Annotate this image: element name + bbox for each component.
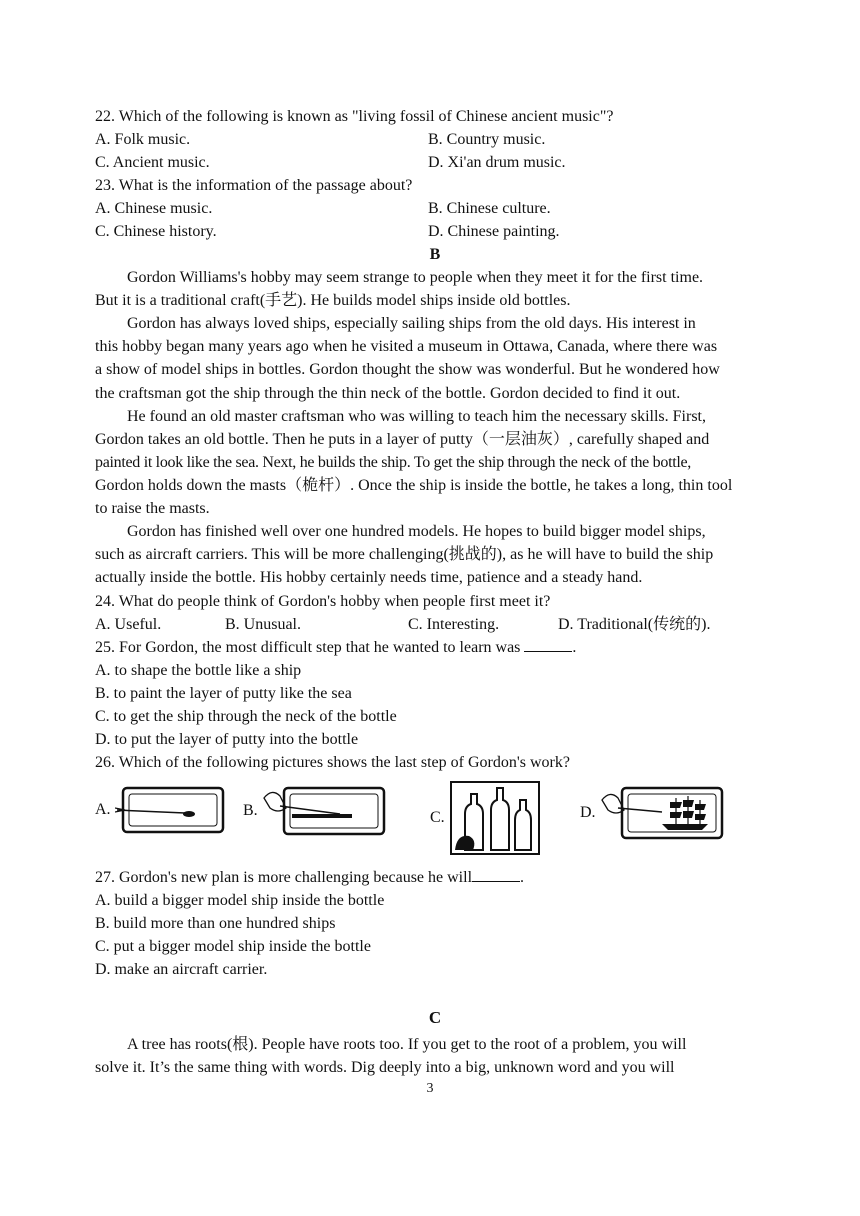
option-d: D. Chinese painting. — [428, 223, 560, 241]
option-a: A. Useful. — [95, 616, 162, 634]
passage-line: Gordon Williams's hobby may seem strange to people when they meet it for the first time. — [127, 269, 704, 287]
option-a: A. build a bigger model ship inside the bottle — [95, 892, 385, 910]
passage-line: Gordon has always loved ships, especially sailing ships from the old days. His interest in — [127, 315, 696, 333]
option-d: D. to put the layer of putty into the bottle — [95, 731, 359, 749]
passage-line: solve it. It’s the same thing with words. Dig deeply into a big, unknown word and you will — [95, 1059, 675, 1077]
passage-line: the craftsman got the ship through the thin neck of the bottle. Gordon decided to find it out. — [95, 384, 681, 402]
question-26 — [95, 751, 775, 774]
option-b: B. Chinese culture. — [428, 200, 551, 218]
passage-line: He found an old master craftsman who was willing to teach him the necessary skills. First, — [127, 407, 706, 425]
passage-line: Gordon has finished well over one hundred models. He hopes to build bigger model ships, — [127, 523, 706, 541]
question-23 — [95, 174, 775, 243]
option-a: A. Chinese music. — [95, 200, 213, 218]
question-25 — [95, 636, 775, 751]
ship-in-bottle-icon — [600, 780, 726, 846]
question-27 — [95, 866, 775, 981]
question-26-text: 26. Which of the following pictures shows the last step of Gordon's work? — [95, 754, 570, 771]
passage-line: this hobby began many years ago when he visited a museum in Ottawa, Canada, where there was — [95, 338, 718, 356]
picture-a — [95, 780, 227, 840]
three-bottles-icon — [449, 780, 541, 856]
option-a: A. Folk music. — [95, 131, 191, 149]
section-c — [95, 1006, 775, 1079]
option-d: D. Traditional(传统的). — [558, 616, 711, 634]
option-c: C. put a bigger model ship inside the bottle — [95, 938, 371, 956]
question-24 — [95, 590, 775, 636]
question-25-text: 25. For Gordon, the most difficult step that he wanted to learn was . — [95, 639, 577, 656]
picture-b-label: B. — [243, 802, 258, 819]
picture-a-label: A. — [95, 801, 111, 818]
question-22-text: 22. Which of the following is known as "living fossil of Chinese ancient music"? — [95, 108, 614, 125]
q26-pictures — [95, 780, 775, 860]
answer-blank — [472, 867, 520, 882]
picture-d — [580, 780, 726, 846]
picture-d-label: D. — [580, 804, 596, 821]
passage-line: such as aircraft carriers. This will be more challenging(挑战的), as he will have to build the ship — [95, 546, 714, 564]
section-b — [95, 243, 775, 589]
bottle-with-tool-icon — [115, 780, 227, 840]
bottle-with-hand-icon — [262, 780, 388, 842]
picture-c-label: C. — [430, 809, 445, 826]
section-c-heading: C — [428, 1008, 442, 1027]
option-b: B. build more than one hundred ships — [95, 915, 336, 933]
passage-line: Gordon holds down the masts（桅杆）. Once the ship is inside the bottle, he takes a long, thin tool — [95, 476, 733, 494]
passage-line: actually inside the bottle. His hobby certainly needs time, patience and a steady hand. — [95, 569, 643, 587]
option-d: D. make an aircraft carrier. — [95, 961, 268, 979]
option-b: B. Country music. — [428, 131, 546, 149]
passage-line: painted it look like the sea. Next, he builds the ship. To get the ship through the neck of the bottle, — [95, 453, 692, 471]
passage-line: a show of model ships in bottles. Gordon thought the show was wonderful. But he wondered how — [95, 361, 720, 379]
option-a: A. to shape the bottle like a ship — [95, 662, 302, 680]
option-b: B. Unusual. — [225, 616, 301, 634]
answer-blank — [524, 637, 572, 652]
passage-line: But it is a traditional craft(手艺). He builds model ships inside old bottles. — [95, 292, 571, 310]
page-number: 3 — [426, 1081, 434, 1096]
passage-line: A tree has roots(根). People have roots too. If you get to the root of a problem, you will — [127, 1036, 687, 1054]
question-23-text: 23. What is the information of the passage about? — [95, 177, 413, 194]
picture-b — [243, 780, 388, 842]
option-c: C. to get the ship through the neck of the bottle — [95, 708, 397, 726]
option-c: C. Chinese history. — [95, 223, 217, 241]
picture-c — [430, 780, 541, 856]
section-b-heading: B — [429, 246, 441, 263]
option-d: D. Xi'an drum music. — [428, 154, 566, 172]
passage-line: to raise the masts. — [95, 500, 210, 518]
question-22 — [95, 105, 775, 174]
option-c: C. Interesting. — [408, 616, 500, 634]
question-27-text: 27. Gordon's new plan is more challenging because he will . — [95, 869, 525, 886]
option-c: C. Ancient music. — [95, 154, 210, 172]
option-b: B. to paint the layer of putty like the sea — [95, 685, 352, 703]
question-24-text: 24. What do people think of Gordon's hobby when people first meet it? — [95, 593, 551, 610]
passage-line: Gordon takes an old bottle. Then he puts in a layer of putty（一层油灰）, carefully shaped and — [95, 430, 710, 448]
